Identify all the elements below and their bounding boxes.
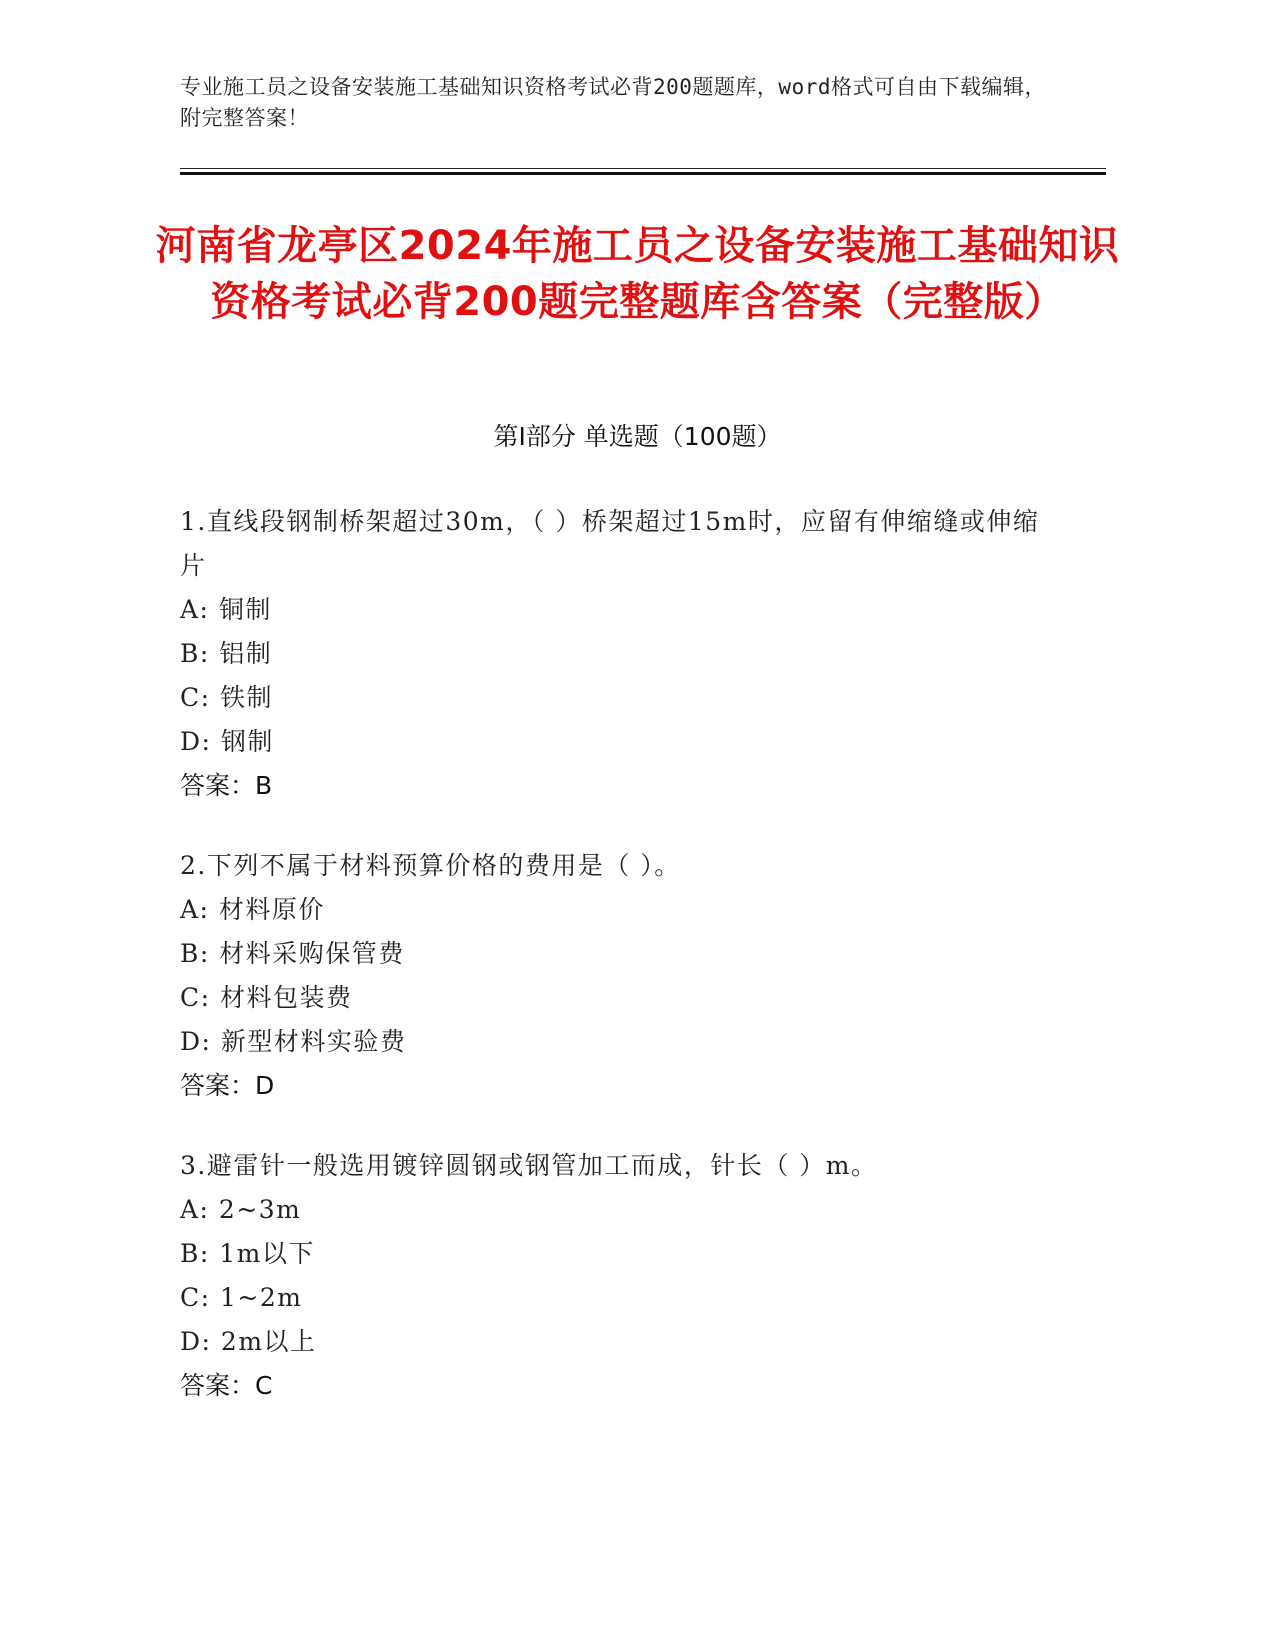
answer-label: 答案：B [180, 771, 273, 800]
option-c: C: 1~2m [180, 1283, 303, 1312]
option-a: A: 铜制 [180, 595, 272, 624]
option-b: B: 铝制 [180, 639, 273, 668]
answer-label: 答案：C [180, 1371, 273, 1400]
option-d: D: 钢制 [180, 727, 274, 756]
question-2 [180, 844, 1060, 1108]
document-title: 河南省龙亭区2024年施工员之设备安装施工基础知识资格考试必背200题完整题库含答案（完整版） [155, 223, 1120, 325]
question-stem: 2.下列不属于材料预算价格的费用是（ ）。 [180, 851, 681, 880]
question-3 [180, 1144, 1060, 1408]
option-a: A: 材料原价 [180, 895, 325, 924]
section-heading: 第Ⅰ部分 单选题（100题） [493, 422, 782, 451]
option-a: A: 2~3m [180, 1195, 302, 1224]
header-divider-thin [180, 168, 1106, 169]
option-c: C: 材料包装费 [180, 983, 353, 1012]
header-note: 专业施工员之设备安装施工基础知识资格考试必背200题题库，word格式可自由下载编辑，附完整答案！ [180, 75, 1046, 130]
question-1 [180, 500, 1060, 808]
option-d: D: 2m以上 [180, 1327, 317, 1356]
option-d: D: 新型材料实验费 [180, 1027, 407, 1056]
answer-label: 答案：D [180, 1071, 275, 1100]
question-list [180, 500, 1060, 1444]
option-b: B: 材料采购保管费 [180, 939, 405, 968]
option-c: C: 铁制 [180, 683, 273, 712]
option-b: B: 1m以下 [180, 1239, 315, 1268]
question-stem: 1.直线段钢制桥架超过30m，（ ）桥架超过15m时，应留有伸缩缝或伸缩片 [180, 507, 1040, 580]
header-divider-thick [180, 172, 1106, 175]
question-stem: 3.避雷针一般选用镀锌圆钢或钢管加工而成，针长（ ）m。 [180, 1151, 878, 1180]
